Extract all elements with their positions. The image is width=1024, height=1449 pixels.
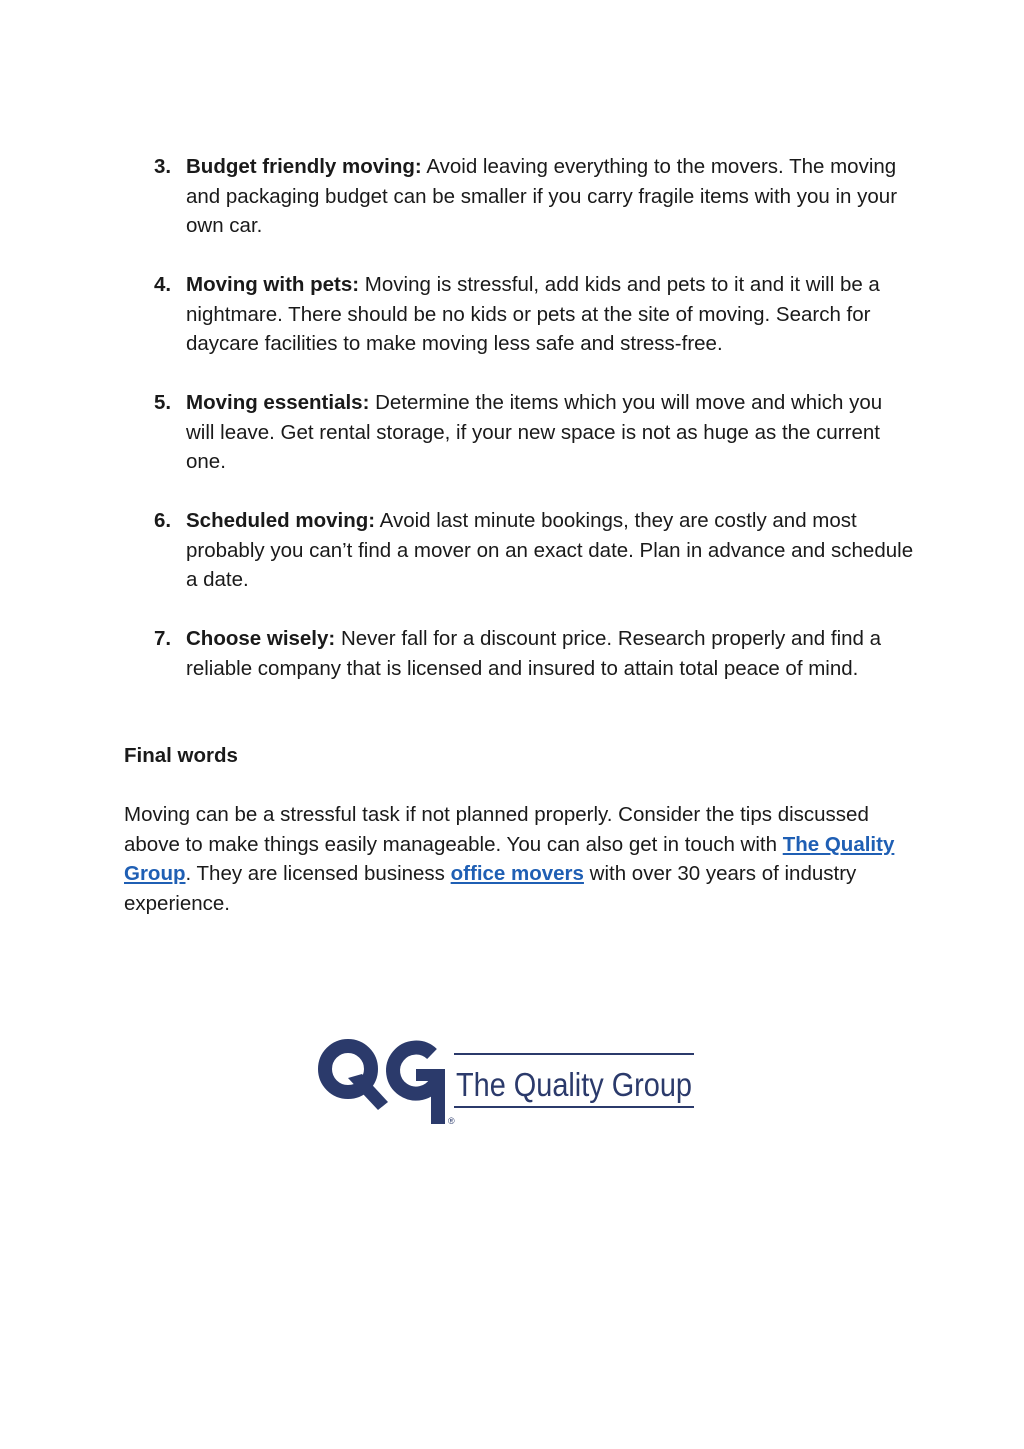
final-text-part: . They are licensed business [185,862,451,885]
tip-number: 3. [154,155,172,178]
final-text-part: Moving can be a stressful task if not planned properly. Consider the tips discussed above to make things easily manageable. You can also get in touch with [124,803,869,856]
tip-title: Budget friendly moving: [186,155,422,178]
tip-number: 6. [154,509,172,532]
tips-list [124,152,914,713]
tip-number: 5. [154,391,172,414]
logo-registered-mark: ® [448,1116,455,1126]
tip-title: Scheduled moving: [186,509,376,532]
logo-q-mark [325,1046,388,1110]
logo-g-mark [393,1048,445,1124]
quality-group-logo [318,1036,698,1130]
tip-title: Moving essentials: [186,391,370,414]
tip-text: Avoid leaving everything to the movers. The moving and packaging budget can be smaller if you carry fragile items with you in your own car. [186,155,898,237]
logo-company-name: The Quality Group [456,1066,692,1103]
tip-text: Moving is stressful, add kids and pets to it and it will be a nightmare. There should be no kids or pets at the site of moving. Search for daycare facilities to make moving less safe and stress-free. [186,273,880,355]
final-words-paragraph [124,800,914,918]
tip-item [124,270,914,359]
tip-item [124,388,914,477]
tip-item [124,152,914,241]
final-words-heading: Final words [124,744,238,767]
tip-title: Choose wisely: [186,627,336,650]
tip-text: Avoid last minute bookings, they are costly and most probably you can’t find a mover on an exact date. Plan in advance and schedule a date. [186,509,914,591]
tip-item [124,624,914,683]
tip-number: 7. [154,627,172,650]
office-movers-link[interactable]: office movers [450,862,584,885]
tip-item [124,506,914,595]
tip-text: Determine the items which you will move and which you will leave. Get rental storage, if your new space is not as huge as the current one. [186,391,883,473]
tip-title: Moving with pets: [186,273,360,296]
tip-number: 4. [154,273,172,296]
quality-group-link[interactable]: The Quality Group [124,832,895,885]
tip-text: Never fall for a discount price. Research properly and find a reliable company that is licensed and insured to attain total peace of mind. [186,627,882,680]
final-text-part: with over 30 years of industry experience. [124,862,857,915]
